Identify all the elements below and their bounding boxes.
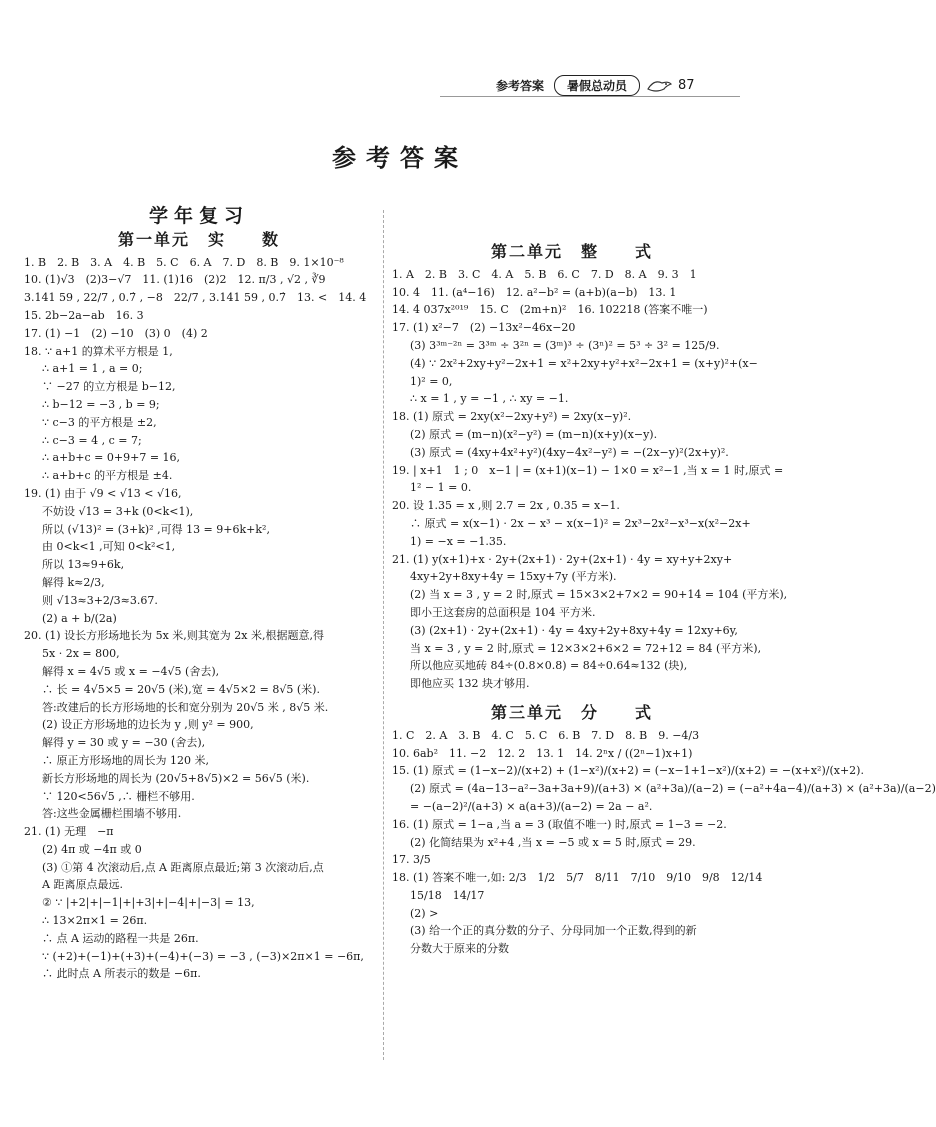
answer-line: 1) = −x = −1.35. (410, 534, 507, 548)
answer-line: 由 0<k<1 ,可知 0<k²<1, (42, 540, 176, 554)
unit2-heading: 第二单元 整 式 (490, 242, 653, 261)
unit1-answers (24, 254, 374, 984)
answer-line: 15. (1) 原式 = (1−x−2)/(x+2) + (1−x²)/(x+2) = (−x−1+1−x²)/(x+2) = −(x+x²)/(x+2). (392, 764, 864, 778)
page-title: 参考答案 (332, 144, 468, 172)
answer-line: 即他应买 132 块才够用. (410, 677, 530, 691)
answer-line: 21. (1) y(x+1)+x · 2y+(2x+1) · 2y+(2x+1) · 4y = xy+y+2xy+ (392, 552, 733, 566)
answer-line: 4xy+2y+8xy+4y = 15xy+7y (平方米). (410, 570, 617, 584)
answer-line: 所以他应买地砖 84÷(0.8×0.8) = 84÷0.64≈132 (块), (410, 659, 688, 673)
answer-line: 分数大于原来的分数 (410, 942, 509, 956)
answer-line: ∴ 点 A 运动的路程一共是 26π. (42, 931, 199, 945)
answer-line: ∵ 120<56√5 ,∴ 栅栏不够用. (42, 789, 195, 803)
answer-line: 答:这些金属栅栏围墙不够用. (42, 807, 182, 821)
answer-line: 不妨设 √13 = 3+k (0<k<1), (42, 504, 194, 518)
answer-line: 即小王这套房的总面积是 104 平方米. (410, 605, 596, 619)
answer-line: (2) a + b/(2a) (42, 611, 117, 625)
answer-line: ∴ 13×2π×1 = 26π. (42, 914, 148, 928)
answer-line: 1)² = 0, (410, 374, 453, 388)
answer-line: 15/18 14/17 (410, 888, 485, 902)
answer-line: (2) 设正方形场地的边长为 y ,则 y² = 900, (42, 718, 254, 732)
answer-line: (3) 给一个正的真分数的分子、分母同加一个正数,得到的新 (410, 924, 697, 938)
answer-line: 所以 13≈9+6k, (42, 558, 125, 572)
answer-line: ∴ 此时点 A 所表示的数是 −6π. (42, 967, 201, 981)
answer-line: ∴ a+b+c = 0+9+7 = 16, (42, 451, 181, 465)
answer-line: 答:改建后的长方形场地的长和宽分别为 20√5 米 , 8√5 米. (42, 700, 329, 714)
answer-line: ∴ 长 = 4√5×5 = 20√5 (米),宽 = 4√5×2 = 8√5 (米). (42, 682, 320, 696)
answer-line: (3) ①第 4 次滚动后,点 A 距离原点最近;第 3 次滚动后,点 (42, 860, 324, 874)
answer-line: 新长方形场地的周长为 (20√5+8√5)×2 = 56√5 (米). (42, 771, 310, 785)
header-rule (440, 96, 740, 97)
answer-line: 解得 x = 4√5 或 x = −4√5 (舍去), (42, 664, 220, 678)
answer-line: 14. 4 037x²⁰¹⁹ 15. C (2m+n)² 16. 102218 (答案不唯一) (392, 303, 708, 317)
answer-line: 解得 y = 30 或 y = −30 (舍去), (42, 736, 206, 750)
answer-line: ∴ 原式 = x(x−1) · 2x − x³ − x(x−1)² = 2x³−2x²−x³−x(x²−2x+ (410, 516, 751, 530)
header-label: 参考答案 (496, 78, 545, 93)
answer-line: ∴ x = 1 , y = −1 , ∴ xy = −1. (410, 392, 569, 406)
answer-line: 10. (1)√3 (2)3−√7 11. (1)16 (2)2 12. π/3 , √2 , ∛9 (24, 273, 326, 287)
bird-icon (644, 75, 674, 95)
answer-line: 17. 3/5 (392, 853, 431, 867)
answer-line: 5x · 2x = 800, (42, 647, 120, 661)
answer-line: 21. (1) 无理 −π (24, 825, 114, 839)
answer-line: A 距离原点最远. (42, 878, 123, 892)
answer-line: 19. | x+1 1 ; 0 x−1 | = (x+1)(x−1) − 1×0 = x²−1 ,当 x = 1 时,原式 = (392, 463, 784, 477)
answer-line: 1. C 2. A 3. B 4. C 5. C 6. B 7. D 8. B 9. −4/3 (392, 728, 700, 742)
answer-line: 20. (1) 设长方形场地长为 5x 米,则其宽为 2x 米,根据题意,得 (24, 629, 324, 643)
answer-line: 解得 k≈2/3, (42, 575, 105, 589)
answer-line: ∵ −27 的立方根是 b−12, (42, 380, 176, 394)
column-divider (383, 210, 384, 1060)
answer-line: ∴ b−12 = −3 , b = 9; (42, 397, 160, 411)
answer-line: (2) 原式 = (m−n)(x²−y²) = (m−n)(x+y)(x−y). (410, 427, 658, 441)
answer-line: ∴ c−3 = 4 , c = 7; (42, 433, 142, 447)
answer-line: ∵ (+2)+(−1)+(+3)+(−4)+(−3) = −3 , (−3)×2π×1 = −6π, (42, 949, 364, 963)
page-header (496, 74, 695, 96)
review-heading: 学年复习 (148, 205, 249, 227)
answer-line: 20. 设 1.35 = x ,则 2.7 = 2x , 0.35 = x−1. (392, 499, 620, 513)
right-column (392, 240, 936, 958)
answer-line: 1² − 1 = 0. (410, 481, 472, 495)
unit2-answers (392, 266, 788, 693)
answer-line: 所以 (√13)² = (3+k)² ,可得 13 = 9+6k+k², (42, 522, 270, 536)
answer-line: ∵ c−3 的平方根是 ±2, (42, 415, 157, 429)
answer-line: (2) 原式 = (4a−13−a²−3a+3a+9)/(a+3) × (a²+3a)/(a−2) = (−a²+4a−4)/(a+3) × (a²+3a)/(a−2) (410, 782, 936, 796)
answer-line: ∴ a+1 = 1 , a = 0; (42, 362, 143, 376)
answer-line: 18. (1) 答案不唯一,如: 2/3 1/2 5/7 8/11 7/10 9/10 9/8 12/14 (392, 871, 763, 885)
answer-line: 3.141 59 , 22/7 , 0.7̇ , −8 22/7 , 3.141 59 , 0.7̇ 13. < 14. 4 (24, 291, 367, 305)
page-number: 87 (678, 77, 695, 93)
answer-line: (2) 当 x = 3 , y = 2 时,原式 = 15×3×2+7×2 = 90+14 = 104 (平方米), (410, 588, 788, 602)
answer-line: 18. (1) 原式 = 2xy(x²−2xy+y²) = 2xy(x−y)². (392, 410, 632, 424)
answer-line: 17. (1) x²−7 (2) −13x²−46x−20 (392, 321, 576, 335)
answer-line: (2) 4π 或 −4π 或 0 (42, 842, 142, 856)
answer-line: (4) ∵ 2x²+2xy+y²−2x+1 = x²+2xy+y²+x²−2x+1 = (x+y)²+(x− (410, 356, 758, 370)
answer-line: 19. (1) 由于 √9 < √13 < √16, (24, 486, 182, 500)
answer-line: 15. 2b−2a−ab 16. 3 (24, 308, 144, 322)
answer-line: ∴ 原正方形场地的周长为 120 米, (42, 753, 209, 767)
answer-line: 1. B 2. B 3. A 4. B 5. C 6. A 7. D 8. B 9. 1×10⁻⁸ (24, 255, 344, 269)
answer-line: 10. 4 11. (a⁴−16) 12. a²−b² = (a+b)(a−b) 13. 1 (392, 285, 677, 299)
answer-line: 当 x = 3 , y = 2 时,原式 = 12×3×2+6×2 = 72+12 = 84 (平方米), (410, 641, 762, 655)
answer-line: (2) 化简结果为 x²+4 ,当 x = −5 或 x = 5 时,原式 = 29. (410, 835, 696, 849)
answer-line: 18. ∵ a+1 的算术平方根是 1, (24, 344, 173, 358)
answer-line: (2) > (410, 906, 439, 920)
answer-line: ∴ a+b+c 的平方根是 ±4. (42, 469, 173, 483)
header-book-title: 暑假总动员 (554, 75, 640, 96)
answer-line: 17. (1) −1 (2) −10 (3) 0 (4) 2 (24, 326, 208, 340)
answer-line: ② ∵ |+2|+|−1|+|+3|+|−4|+|−3| = 13, (42, 896, 255, 910)
unit3-heading: 第三单元 分 式 (490, 702, 653, 722)
answer-line: (3) 原式 = (4xy+4x²+y²)(4xy−4x²−y²) = −(2x−y)²(2x+y)². (410, 445, 729, 459)
left-column (24, 205, 374, 983)
answer-line: = −(a−2)²/(a+3) × a(a+3)/(a−2) = 2a − a². (410, 799, 653, 813)
unit3-answers (392, 727, 936, 958)
unit1-heading: 第一单元 实 数 (117, 229, 280, 249)
answer-line: (3) 3³ᵐ⁻²ⁿ = 3³ᵐ ÷ 3²ⁿ = (3ᵐ)³ ÷ (3ⁿ)² = 5³ ÷ 3² = 125/9. (410, 338, 720, 352)
answer-line: 1. A 2. B 3. C 4. A 5. B 6. C 7. D 8. A 9. 3 1 (392, 267, 697, 281)
answer-line: 则 √13≈3+2/3≈3.67. (42, 593, 158, 607)
answer-line: 16. (1) 原式 = 1−a ,当 a = 3 (取值不唯一) 时,原式 = 1−3 = −2. (392, 817, 727, 831)
answer-line: 10. 6ab² 11. −2 12. 2 13. 1 14. 2ⁿx / ((2ⁿ−1)x+1) (392, 746, 693, 760)
answer-line: (3) (2x+1) · 2y+(2x+1) · 4y = 4xy+2y+8xy+4y = 12xy+6y, (410, 623, 738, 637)
